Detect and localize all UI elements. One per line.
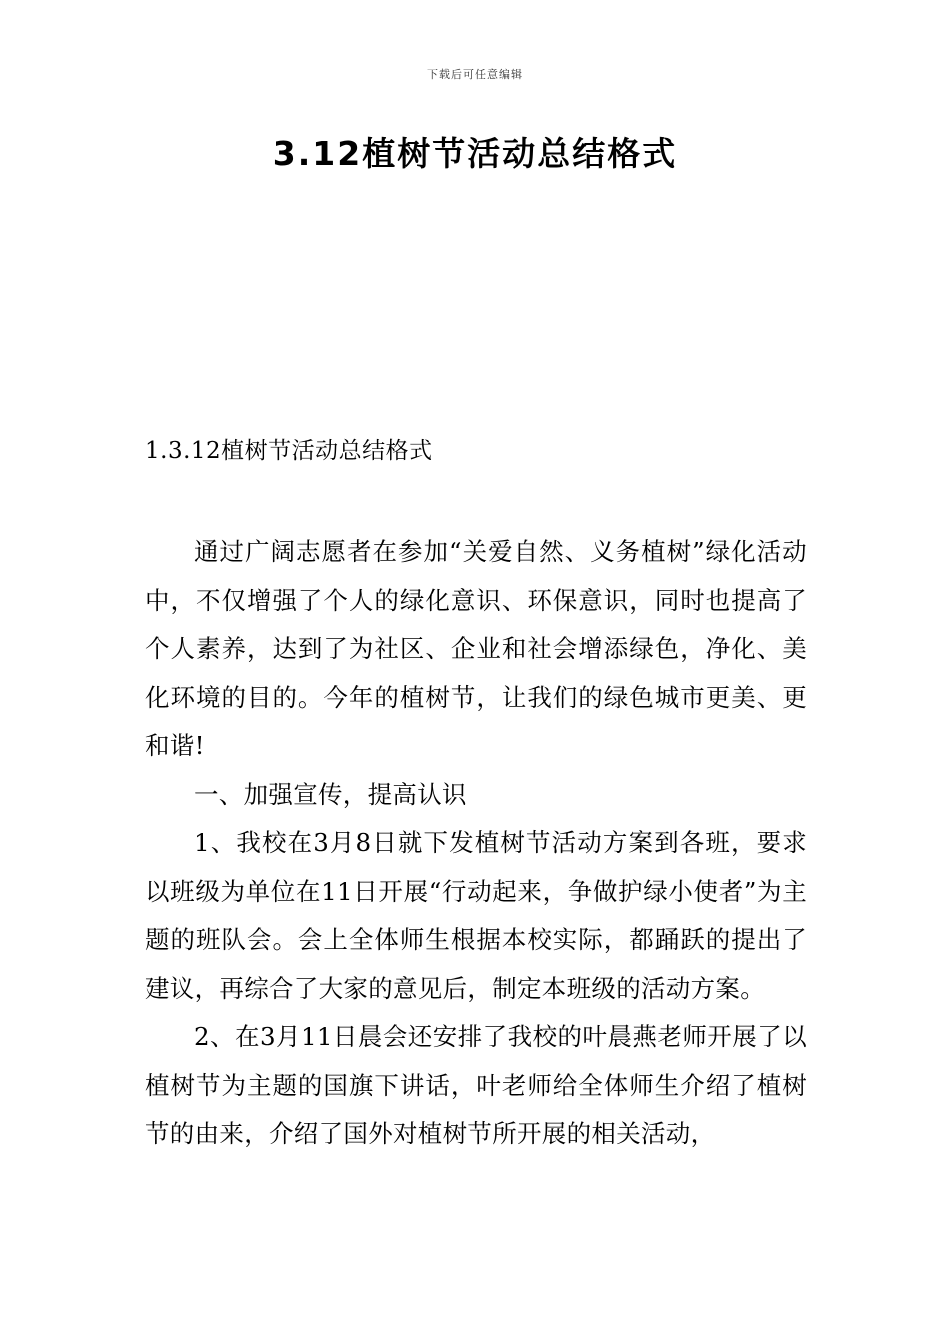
paragraph-item-1: 1、我校在3月8日就下发植树节活动方案到各班，要求以班级为单位在11日开展“行动起来，争做护绿小使者”为主题的班队会。会上全体师生根据本校实际，都踊跃的提出了建议，再综合了大家的意见后，制定本班级的活动方案。 (145, 828, 807, 1003)
section-heading: 1.3.12植树节活动总结格式 (145, 438, 433, 464)
paragraph-subheading: 一、加强宣传，提高认识 (194, 779, 467, 809)
paragraph-item-2: 2、在3月11日晨会还安排了我校的叶晨燕老师开展了以植树节为主题的国旗下讲话，叶老师给全体师生介绍了植树节的由来，介绍了国外对植树节所开展的相关活动， (145, 1022, 807, 1148)
header-note: 下载后可任意编辑 (427, 68, 523, 81)
document-title: 3.12植树节活动总结格式 (272, 134, 678, 173)
body-text (145, 528, 807, 1159)
paragraph-intro: 通过广阔志愿者在参加“关爱自然、义务植树”绿化活动中，不仅增强了个人的绿化意识、环保意识，同时也提高了个人素养，达到了为社区、企业和社会增添绿色，净化、美化环境的目的。今年的植树节，让我们的绿色城市更美、更和谐! (145, 537, 807, 760)
